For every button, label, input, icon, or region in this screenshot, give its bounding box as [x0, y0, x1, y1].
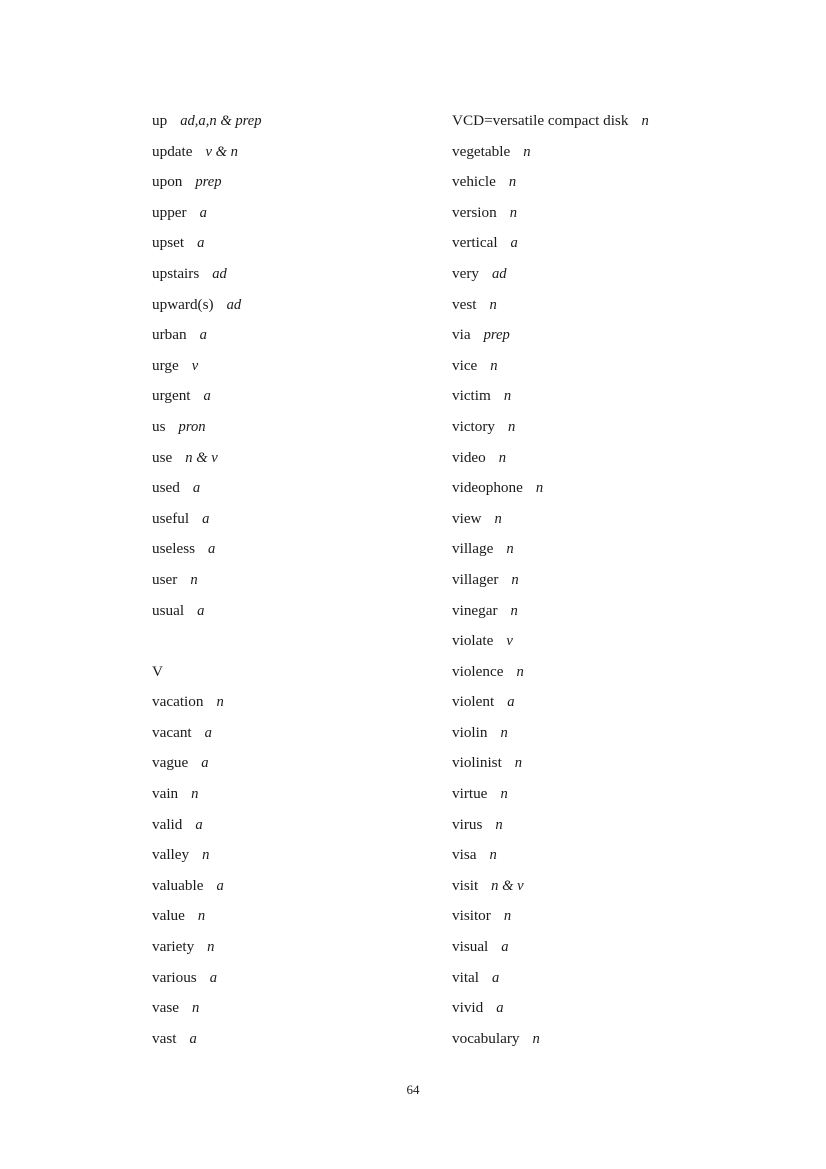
glossary-entry — [152, 657, 452, 688]
entry-part-of-speech: a — [189, 1030, 197, 1047]
entry-word: vacation — [152, 693, 204, 711]
glossary-entry — [152, 137, 452, 168]
entry-word: upper — [152, 203, 187, 221]
glossary-entry — [452, 963, 692, 994]
entry-word: vast — [152, 1029, 177, 1047]
entry-part-of-speech: n — [197, 908, 206, 925]
entry-part-of-speech: n & v — [185, 449, 218, 466]
entry-part-of-speech: a — [197, 235, 205, 252]
entry-word: violence — [452, 662, 504, 680]
glossary-entry — [152, 871, 452, 902]
entry-part-of-speech: n — [494, 510, 502, 527]
glossary-entry — [452, 320, 692, 351]
page-number: 64 — [406, 1082, 420, 1097]
glossary-entry — [452, 167, 692, 198]
entry-part-of-speech: prep — [195, 174, 222, 191]
entry-word: use — [152, 448, 173, 466]
glossary-entry — [152, 228, 452, 259]
entry-word: vest — [452, 295, 477, 313]
entry-part-of-speech: n — [216, 694, 224, 711]
entry-word: vegetable — [452, 142, 511, 160]
entry-word: valuable — [152, 876, 204, 894]
glossary-entry — [452, 779, 692, 810]
entry-word: useful — [152, 509, 190, 527]
entry-word: visit — [452, 876, 479, 894]
entry-part-of-speech: n & v — [491, 877, 524, 894]
glossary-entry — [452, 657, 692, 688]
entry-part-of-speech: ad — [212, 265, 227, 282]
glossary-entry — [452, 687, 692, 718]
entry-part-of-speech: n — [207, 939, 215, 956]
glossary-entry — [452, 443, 692, 474]
glossary-entry — [452, 228, 692, 259]
glossary-entry — [452, 718, 692, 749]
glossary-entry — [452, 810, 692, 841]
glossary-entry — [152, 259, 452, 290]
entry-word: update — [152, 142, 193, 160]
entry-part-of-speech: n — [191, 786, 199, 803]
entry-part-of-speech: n — [190, 571, 198, 588]
entry-word: vice — [452, 356, 478, 374]
glossary-entry — [152, 198, 452, 229]
glossary-entry — [452, 137, 692, 168]
glossary-entry — [152, 718, 452, 749]
entry-word: version — [452, 203, 497, 221]
entry-part-of-speech: n — [641, 113, 649, 129]
entry-part-of-speech: n — [535, 480, 544, 497]
entry-part-of-speech: a — [496, 1000, 504, 1017]
entry-part-of-speech: prep — [483, 327, 510, 344]
entry-part-of-speech: n — [503, 388, 512, 405]
entry-word: vertical — [452, 234, 498, 252]
entry-part-of-speech: n — [511, 571, 519, 588]
entry-part-of-speech: v — [191, 357, 199, 374]
glossary-entry — [152, 779, 452, 810]
entry-part-of-speech: a — [209, 969, 218, 986]
entry-part-of-speech: a — [202, 510, 210, 527]
entry-word: value — [152, 907, 185, 925]
entry-part-of-speech: n — [490, 357, 498, 374]
glossary-entry — [452, 198, 692, 229]
entry-word: variety — [152, 938, 195, 956]
entry-word: visa — [452, 846, 477, 864]
entry-word: very — [452, 264, 479, 282]
entry-word: violinist — [452, 754, 502, 772]
glossary-entry — [452, 412, 692, 443]
glossary-entry — [152, 320, 452, 351]
entry-word: upon — [152, 173, 183, 191]
glossary-entry — [152, 993, 452, 1024]
entry-part-of-speech: n — [495, 816, 503, 833]
entry-part-of-speech: n — [503, 908, 512, 925]
entry-part-of-speech: n — [523, 143, 531, 160]
glossary-entry — [152, 963, 452, 994]
entry-word: user — [152, 570, 178, 588]
entry-word: upset — [152, 234, 185, 252]
spacer-row — [152, 626, 452, 657]
glossary-entry — [152, 412, 452, 443]
glossary-entry — [452, 748, 692, 779]
glossary-entry — [452, 473, 692, 504]
entry-part-of-speech: a — [195, 816, 203, 833]
glossary-entry — [452, 596, 692, 627]
entry-part-of-speech: n — [514, 755, 523, 772]
entry-word: VCD=versatile compact disk — [452, 112, 629, 129]
entry-word: view — [452, 509, 482, 527]
entry-part-of-speech: a — [492, 969, 500, 986]
entry-part-of-speech: a — [192, 480, 201, 497]
entry-part-of-speech: v & n — [205, 143, 238, 160]
entry-part-of-speech: a — [201, 755, 209, 772]
entry-word: vital — [452, 968, 479, 986]
glossary-entry — [452, 259, 692, 290]
entry-part-of-speech: n — [506, 541, 514, 558]
glossary-entry — [152, 565, 452, 596]
entry-word: urgent — [152, 387, 191, 405]
entry-part-of-speech: n — [192, 1000, 200, 1017]
entry-part-of-speech: n — [508, 418, 516, 435]
entry-word: violin — [452, 723, 488, 741]
entry-word: used — [152, 479, 180, 497]
entry-word: upward(s) — [152, 295, 214, 313]
entry-part-of-speech: a — [208, 541, 216, 558]
glossary-entry — [452, 381, 692, 412]
entry-part-of-speech: a — [203, 388, 211, 405]
entry-part-of-speech: ad — [226, 296, 242, 313]
glossary-entry — [152, 1024, 452, 1055]
entry-word: V — [152, 662, 163, 680]
glossary-entry — [152, 810, 452, 841]
entry-word: virtue — [452, 785, 488, 803]
glossary-entry — [452, 901, 692, 932]
glossary-entry — [452, 932, 692, 963]
glossary-entry — [152, 381, 452, 412]
entry-word: violate — [452, 632, 494, 650]
glossary-columns — [152, 106, 692, 1054]
glossary-entry — [152, 840, 452, 871]
glossary-entry — [452, 504, 692, 535]
entry-word: urge — [152, 356, 179, 374]
entry-word: various — [152, 968, 197, 986]
entry-part-of-speech: a — [507, 694, 515, 711]
entry-part-of-speech: n — [500, 724, 508, 741]
entry-word: village — [452, 540, 494, 558]
entry-word: usual — [152, 601, 185, 619]
entry-part-of-speech: n — [489, 296, 497, 313]
entry-part-of-speech: n — [516, 663, 524, 680]
entry-part-of-speech: n — [202, 847, 210, 864]
entry-part-of-speech: ad,a,n & prep — [180, 113, 262, 129]
entry-part-of-speech: a — [204, 724, 212, 741]
entry-part-of-speech: n — [498, 449, 507, 466]
entry-word: vague — [152, 754, 189, 772]
glossary-entry — [152, 901, 452, 932]
entry-part-of-speech: a — [510, 235, 518, 252]
glossary-entry — [452, 993, 692, 1024]
glossary-entry — [152, 932, 452, 963]
entry-word: valley — [152, 846, 190, 864]
glossary-entry — [452, 351, 692, 382]
glossary-entry — [452, 534, 692, 565]
glossary-entry — [452, 106, 692, 137]
entry-part-of-speech: a — [216, 877, 224, 894]
glossary-entry — [452, 565, 692, 596]
entry-word: videophone — [452, 479, 523, 497]
glossary-entry — [152, 504, 452, 535]
entry-word: villager — [452, 570, 499, 588]
entry-word: visual — [452, 938, 489, 956]
entry-word: valid — [152, 815, 183, 833]
glossary-entry — [452, 871, 692, 902]
entry-part-of-speech: n — [500, 786, 508, 803]
glossary-entry — [152, 534, 452, 565]
entry-word: up — [152, 112, 168, 129]
entry-word: via — [452, 326, 471, 344]
entry-part-of-speech: n — [489, 847, 497, 864]
entry-word: violent — [452, 693, 495, 711]
entry-word: vain — [152, 785, 179, 803]
entry-word: vinegar — [452, 601, 498, 619]
glossary-entry — [152, 167, 452, 198]
entry-part-of-speech: n — [510, 602, 518, 619]
entry-word: us — [152, 417, 166, 435]
entry-part-of-speech: n — [508, 174, 517, 191]
entry-word: vocabulary — [452, 1029, 520, 1047]
glossary-entry — [452, 1024, 692, 1055]
glossary-entry — [152, 596, 452, 627]
entry-word: victim — [452, 387, 491, 405]
entry-word: video — [452, 448, 486, 466]
entry-part-of-speech: a — [197, 602, 205, 619]
right-column — [452, 106, 692, 1054]
entry-part-of-speech: n — [532, 1030, 540, 1047]
entry-part-of-speech: ad — [492, 265, 507, 282]
entry-part-of-speech: n — [509, 204, 518, 221]
glossary-entry — [152, 473, 452, 504]
glossary-entry — [452, 290, 692, 321]
entry-part-of-speech: a — [199, 204, 207, 221]
entry-word: vase — [152, 999, 179, 1017]
glossary-entry — [452, 626, 692, 657]
entry-word: visitor — [452, 907, 491, 925]
entry-word: urban — [152, 326, 187, 344]
entry-word: virus — [452, 815, 483, 833]
entry-word: useless — [152, 540, 196, 558]
entry-part-of-speech: a — [199, 327, 207, 344]
glossary-entry — [152, 106, 452, 137]
entry-word: vehicle — [452, 173, 496, 191]
entry-word: upstairs — [152, 264, 200, 282]
left-column — [152, 106, 452, 1054]
glossary-entry — [152, 748, 452, 779]
glossary-entry — [152, 351, 452, 382]
entry-word: victory — [452, 417, 496, 435]
glossary-entry — [452, 840, 692, 871]
glossary-entry — [152, 443, 452, 474]
entry-word: vacant — [152, 723, 192, 741]
entry-word: vivid — [452, 999, 484, 1017]
entry-part-of-speech: pron — [178, 418, 206, 435]
glossary-entry — [152, 290, 452, 321]
entry-part-of-speech: v — [506, 633, 513, 650]
glossary-entry — [152, 687, 452, 718]
entry-part-of-speech: a — [501, 939, 509, 956]
